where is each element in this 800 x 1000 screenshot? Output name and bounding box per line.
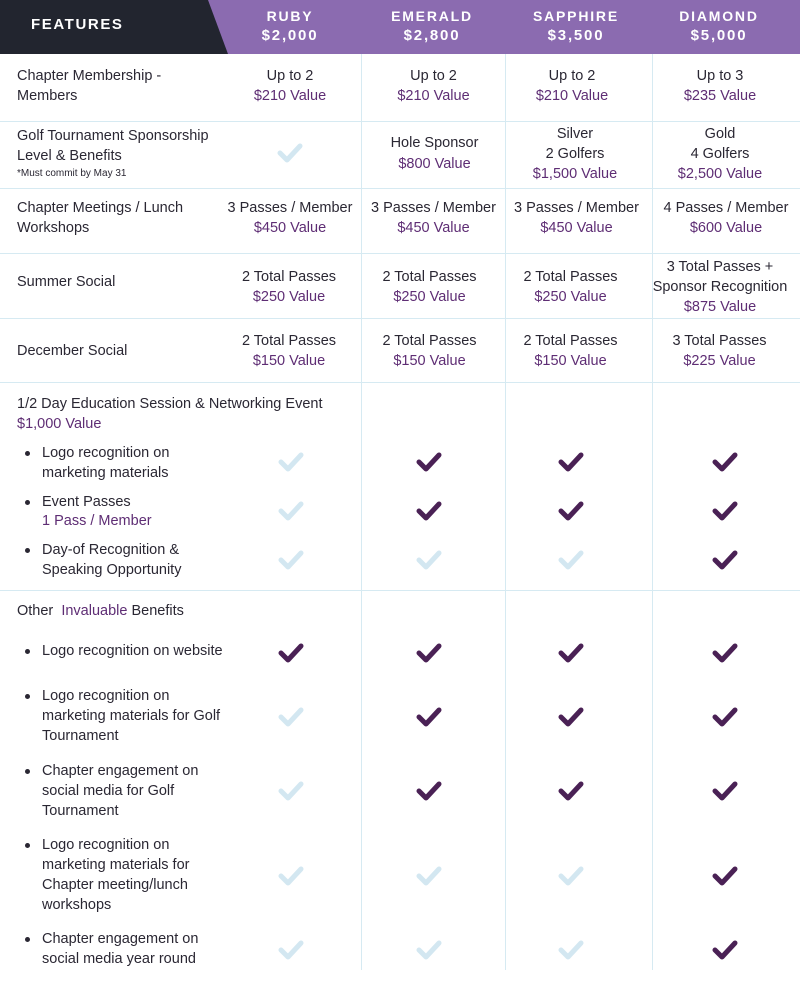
- check-icon: [278, 866, 304, 886]
- item-text: Tournament: [42, 803, 119, 819]
- cell-summer-emerald: [362, 267, 497, 307]
- cell-summer-sapphire: [506, 267, 635, 307]
- item-text: social media year round: [42, 951, 196, 967]
- row-label-golf: [17, 126, 209, 182]
- other-benefits-title: [17, 601, 184, 621]
- row-label-line: Members: [17, 88, 78, 104]
- check-icon: [278, 707, 304, 727]
- check-icon: [278, 452, 304, 472]
- item-text: marketing materials for: [42, 857, 190, 873]
- cell-value: $210 Value: [397, 88, 470, 104]
- cell-text: Up to 2: [548, 68, 596, 84]
- item-text: workshops: [42, 897, 112, 913]
- education-title: 1/2 Day Education Session & Networking Event: [17, 396, 323, 412]
- cell-text: 2 Total Passes: [241, 333, 337, 349]
- cell-value: $875 Value: [683, 299, 757, 315]
- cell-text: 2 Total Passes: [382, 269, 477, 285]
- features-header-label: FEATURES: [31, 16, 124, 33]
- item-text: Tournament: [42, 728, 119, 744]
- row-label-line: Level & Benefits: [17, 148, 122, 164]
- check-icon: [558, 866, 584, 886]
- check-icon: [416, 452, 442, 472]
- cell-text: 2 Total Passes: [382, 333, 477, 349]
- item-text: marketing materials: [42, 465, 169, 481]
- cell-value: $2,500 Value: [677, 166, 763, 182]
- cell-text: Silver: [556, 126, 594, 142]
- row-divider: [0, 590, 800, 591]
- row-divider: [0, 382, 800, 383]
- row-divider: [0, 318, 800, 319]
- cell-text: Up to 3: [696, 68, 744, 84]
- item-text: Speaking Opportunity: [42, 562, 182, 578]
- cell-value: $150 Value: [252, 353, 326, 369]
- check-icon: [416, 940, 442, 960]
- tier-diamond-header: [646, 6, 792, 46]
- cell-membership-emerald: [362, 66, 505, 106]
- tier-name: EMERALD: [391, 8, 473, 24]
- cell-value: $250 Value: [393, 289, 466, 305]
- check-icon: [278, 940, 304, 960]
- check-icon: [416, 781, 442, 801]
- cell-value: $250 Value: [252, 289, 326, 305]
- cell-membership-diamond: [653, 66, 787, 106]
- check-icon: [558, 707, 584, 727]
- header-bar: [0, 0, 800, 54]
- check-icon: [712, 452, 738, 472]
- tier-price: $5,000: [690, 27, 748, 44]
- row-label-december: December Social: [17, 343, 128, 359]
- check-icon: [278, 550, 304, 570]
- cell-value: $210 Value: [253, 88, 327, 104]
- cell-meetings-diamond: [653, 198, 799, 238]
- item-text: marketing materials for Golf: [42, 708, 221, 724]
- tier-name: SAPPHIRE: [533, 8, 619, 24]
- cell-golf-sapphire: [506, 124, 644, 184]
- cell-summer-ruby: [219, 267, 359, 307]
- check-icon: [416, 643, 442, 663]
- check-icon: [712, 550, 738, 570]
- cell-golf-diamond: [653, 124, 787, 184]
- item-text: Logo recognition on: [42, 688, 170, 704]
- cell-value: $450 Value: [253, 220, 327, 236]
- check-icon: [712, 707, 738, 727]
- education-section-title: [17, 394, 322, 434]
- check-icon: [558, 452, 584, 472]
- cell-text: 4 Golfers: [690, 146, 750, 162]
- row-label-line: Chapter Meetings / Lunch: [17, 200, 184, 216]
- row-divider: [0, 188, 800, 189]
- check-icon: [416, 501, 442, 521]
- item-text: Event Passes: [42, 494, 131, 510]
- education-item: [42, 540, 181, 580]
- cell-membership-sapphire: [506, 66, 638, 106]
- column-divider: [361, 54, 362, 970]
- check-icon: [558, 940, 584, 960]
- cell-meetings-ruby: [219, 198, 361, 238]
- tier-price: $2,800: [403, 27, 461, 44]
- cell-december-emerald: [362, 331, 497, 371]
- cell-text: 3 Total Passes +: [666, 259, 774, 275]
- check-icon: [712, 866, 738, 886]
- check-icon: [278, 501, 304, 521]
- cell-meetings-emerald: [362, 198, 505, 238]
- item-text: Chapter engagement on: [42, 763, 199, 779]
- title-part: Benefits: [131, 603, 184, 619]
- cell-value: $150 Value: [534, 353, 607, 369]
- cell-text: 2 Total Passes: [241, 269, 337, 285]
- other-benefit-item: [42, 835, 189, 915]
- check-icon: [416, 866, 442, 886]
- check-icon: [416, 550, 442, 570]
- item-text: Logo recognition on website: [42, 643, 223, 659]
- cell-value: $210 Value: [535, 88, 609, 104]
- check-icon: [416, 707, 442, 727]
- cell-golf-emerald: [362, 133, 507, 174]
- check-icon: [278, 643, 304, 663]
- check-icon: [712, 781, 738, 801]
- cell-value: $800 Value: [398, 156, 471, 172]
- title-highlight: Invaluable: [61, 603, 128, 619]
- other-benefit-item: [42, 686, 220, 746]
- education-item: [42, 443, 169, 483]
- cell-value: $235 Value: [683, 88, 757, 104]
- cell-text: Up to 2: [410, 68, 457, 84]
- row-label-membership: [17, 66, 161, 106]
- other-benefit-item: [42, 641, 223, 661]
- cell-text: 2 Total Passes: [523, 269, 618, 285]
- cell-text: 3 Passes / Member: [371, 200, 496, 216]
- column-divider: [505, 54, 506, 970]
- cell-membership-ruby: [220, 66, 360, 106]
- row-label-line: Golf Tournament Sponsorship: [17, 128, 209, 144]
- cell-december-sapphire: [506, 331, 635, 371]
- cell-meetings-sapphire: [506, 198, 647, 238]
- row-divider: [0, 253, 800, 254]
- item-text: Chapter engagement on: [42, 931, 199, 947]
- tier-price: $2,000: [261, 27, 319, 44]
- other-benefit-item: [42, 761, 198, 821]
- cell-december-ruby: [219, 331, 359, 371]
- item-text: Logo recognition on: [42, 837, 170, 853]
- cell-text: 2 Golfers: [545, 146, 605, 162]
- cell-december-diamond: [653, 331, 786, 371]
- tier-emerald-header: [359, 6, 505, 46]
- check-icon: [278, 781, 304, 801]
- item-subtext: 1 Pass / Member: [42, 513, 152, 529]
- row-label-line: Workshops: [17, 220, 90, 236]
- tier-name: RUBY: [266, 8, 314, 24]
- check-icon: [558, 643, 584, 663]
- tier-name: DIAMOND: [679, 8, 759, 24]
- item-text: Chapter meeting/lunch: [42, 877, 188, 893]
- cell-value: $150 Value: [393, 353, 466, 369]
- cell-value: $225 Value: [683, 353, 756, 369]
- cell-value: $250 Value: [534, 289, 607, 305]
- item-text: Logo recognition on: [42, 445, 170, 461]
- cell-text: 3 Total Passes: [672, 333, 767, 349]
- cell-text: 3 Passes / Member: [227, 200, 353, 216]
- cell-value: $450 Value: [397, 220, 470, 236]
- cell-text: Up to 2: [266, 68, 314, 84]
- row-label-line: Chapter Membership -: [17, 68, 162, 84]
- education-value: $1,000 Value: [17, 416, 102, 432]
- cell-value: $1,500 Value: [532, 166, 618, 182]
- row-label-meetings: [17, 198, 183, 238]
- education-item: [42, 492, 152, 530]
- cell-text: Sponsor Recognition: [652, 279, 788, 295]
- cell-value: $600 Value: [689, 220, 763, 236]
- cell-text: Hole Sponsor: [390, 135, 479, 151]
- cell-summer-diamond: [646, 257, 794, 317]
- row-label-summer: Summer Social: [17, 274, 116, 290]
- tier-sapphire-header: [503, 6, 649, 46]
- cell-text: 3 Passes / Member: [514, 200, 639, 216]
- row-divider: [0, 121, 800, 122]
- title-part: Other: [17, 603, 54, 619]
- row-label-note: *Must commit by May 31: [17, 168, 127, 179]
- cell-text: 4 Passes / Member: [663, 200, 789, 216]
- column-divider: [652, 54, 653, 970]
- check-icon: [558, 550, 584, 570]
- cell-text: Gold: [704, 126, 736, 142]
- cell-value: $450 Value: [540, 220, 613, 236]
- check-icon: [558, 501, 584, 521]
- check-icon: [558, 781, 584, 801]
- check-icon: [712, 501, 738, 521]
- item-text: Day-of Recognition &: [42, 542, 180, 558]
- tier-ruby-header: [217, 6, 363, 46]
- check-icon: [277, 143, 303, 163]
- other-benefit-item: [42, 929, 198, 969]
- item-text: social media for Golf: [42, 783, 175, 799]
- check-icon: [712, 643, 738, 663]
- cell-text: 2 Total Passes: [523, 333, 618, 349]
- tier-price: $3,500: [547, 27, 605, 44]
- check-icon: [712, 940, 738, 960]
